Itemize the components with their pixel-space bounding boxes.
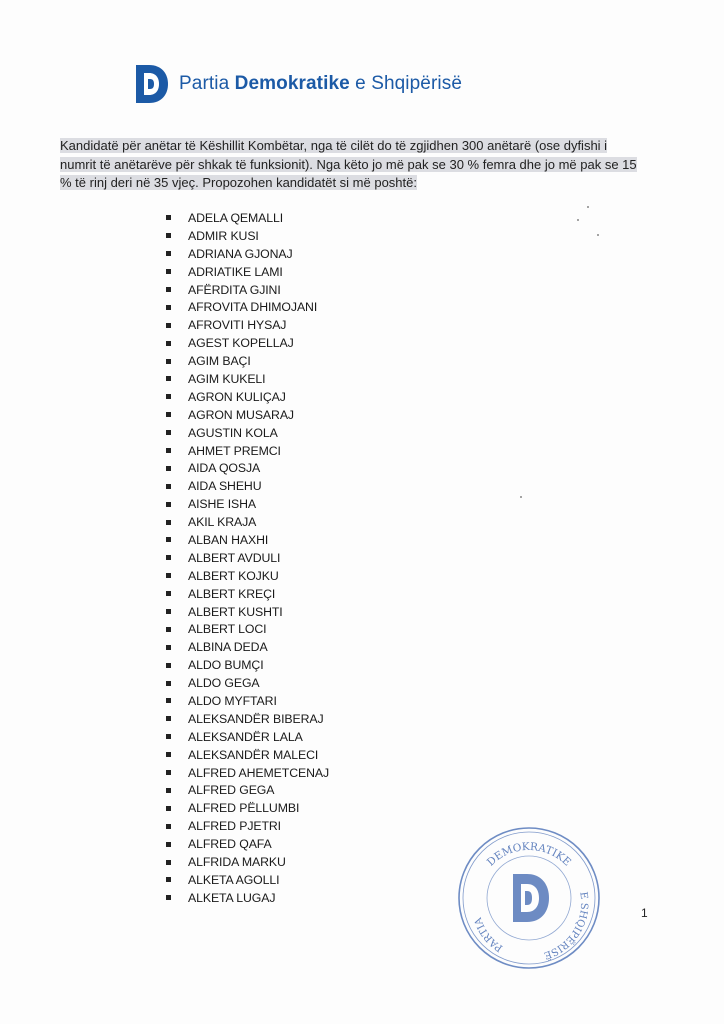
bullet-icon bbox=[166, 895, 171, 900]
bullet-icon bbox=[166, 537, 171, 542]
bullet-icon bbox=[166, 788, 171, 793]
candidate-name: ALBERT KREÇI bbox=[188, 586, 276, 601]
list-item bbox=[166, 316, 329, 334]
candidate-name: ALBERT KUSHTI bbox=[188, 604, 283, 619]
svg-text:PARTIA: PARTIA bbox=[472, 915, 505, 954]
list-item bbox=[166, 674, 329, 692]
list-item bbox=[166, 531, 329, 549]
list-item bbox=[166, 746, 329, 764]
bullet-icon bbox=[166, 573, 171, 578]
list-item bbox=[166, 352, 329, 370]
candidate-list bbox=[166, 209, 329, 907]
list-item bbox=[166, 603, 329, 621]
candidate-name: ADELA QEMALLI bbox=[188, 210, 284, 225]
list-item bbox=[166, 334, 329, 352]
bullet-icon bbox=[166, 359, 171, 364]
candidate-name: ALFRED PËLLUMBI bbox=[188, 801, 300, 816]
candidate-name: ALKETA AGOLLI bbox=[188, 872, 280, 887]
page-number: 1 bbox=[641, 906, 648, 920]
bullet-icon bbox=[166, 806, 171, 811]
intro-line-2: numrit të anëtarëve për shkak të funksionit). Nga këto jo më pak se 30 % femra dhe jo më pak se 15 bbox=[60, 156, 637, 172]
scan-speck bbox=[587, 206, 589, 208]
intro-line-1: Kandidatë për anëtar të Këshillit Kombëtar, nga të cilët do të zgjidhen 300 anëtarë (ose dyfishi i bbox=[60, 138, 608, 153]
list-item bbox=[166, 281, 329, 299]
bullet-icon bbox=[166, 269, 171, 274]
list-item bbox=[166, 298, 329, 316]
bullet-icon bbox=[166, 555, 171, 560]
list-item bbox=[166, 871, 329, 889]
candidate-name: AKIL KRAJA bbox=[188, 515, 257, 530]
bullet-icon bbox=[166, 645, 171, 650]
svg-text:DEMOKRATIKE: DEMOKRATIKE bbox=[484, 840, 574, 869]
list-item bbox=[166, 710, 329, 728]
candidate-name: AFROVITI HYSAJ bbox=[188, 318, 287, 333]
scan-speck bbox=[597, 234, 599, 236]
bullet-icon bbox=[166, 251, 171, 256]
bullet-icon bbox=[166, 484, 171, 489]
list-item bbox=[166, 263, 329, 281]
candidate-name: ALBERT LOCI bbox=[188, 622, 267, 637]
bullet-icon bbox=[166, 341, 171, 346]
list-item bbox=[166, 227, 329, 245]
bullet-icon bbox=[166, 502, 171, 507]
candidate-name: AISHE ISHA bbox=[188, 497, 257, 512]
bullet-icon bbox=[166, 394, 171, 399]
list-item bbox=[166, 513, 329, 531]
list-item bbox=[166, 782, 329, 800]
candidate-name: ADRIANA GJONAJ bbox=[188, 246, 293, 261]
bullet-icon bbox=[166, 287, 171, 292]
candidate-name: ADMIR KUSI bbox=[188, 228, 259, 243]
list-item bbox=[166, 638, 329, 656]
bullet-icon bbox=[166, 233, 171, 238]
candidate-name: ALBINA DEDA bbox=[188, 640, 268, 655]
brand-name: Partia Demokratike e Shqipërisë bbox=[179, 73, 462, 94]
candidate-name: ALFRED PJETRI bbox=[188, 819, 281, 834]
official-seal-stamp-icon bbox=[455, 824, 603, 972]
candidate-name: AGIM KUKELI bbox=[188, 371, 266, 386]
list-item bbox=[166, 388, 329, 406]
list-item bbox=[166, 477, 329, 495]
bullet-icon bbox=[166, 466, 171, 471]
candidate-name: ALEKSANDËR MALECI bbox=[188, 747, 319, 762]
candidate-name: AIDA SHEHU bbox=[188, 479, 262, 494]
bullet-icon bbox=[166, 305, 171, 310]
candidate-name: ALKETA LUGAJ bbox=[188, 890, 276, 905]
candidate-name: ALFRED GEGA bbox=[188, 783, 275, 798]
pd-d-logo-icon bbox=[133, 63, 169, 105]
list-item bbox=[166, 656, 329, 674]
intro-line-3: % të rinj deri në 35 vjeç. Propozohen kandidatët si më poshtë: bbox=[60, 175, 417, 190]
candidate-name: AGRON MUSARAJ bbox=[188, 407, 294, 422]
candidate-name: AGIM BAÇI bbox=[188, 354, 251, 369]
bullet-icon bbox=[166, 215, 171, 220]
bullet-icon bbox=[166, 412, 171, 417]
list-item bbox=[166, 245, 329, 263]
candidate-name: AIDA QOSJA bbox=[188, 461, 261, 476]
candidate-name: ALEKSANDËR BIBERAJ bbox=[188, 711, 324, 726]
candidate-name: ALFRIDA MARKU bbox=[188, 855, 286, 869]
bullet-icon bbox=[166, 824, 171, 829]
candidate-name: ALEKSANDËR LALA bbox=[188, 729, 303, 744]
list-item bbox=[166, 799, 329, 817]
bullet-icon bbox=[166, 520, 171, 525]
candidate-name: AFROVITA DHIMOJANI bbox=[188, 300, 318, 315]
candidate-name: ALFRED QAFA bbox=[188, 837, 272, 852]
list-item bbox=[166, 692, 329, 710]
svg-text:E SHQIPËRISË: E SHQIPËRISË bbox=[542, 891, 590, 961]
scan-speck bbox=[577, 219, 579, 221]
bullet-icon bbox=[166, 448, 171, 453]
bullet-icon bbox=[166, 376, 171, 381]
list-item bbox=[166, 853, 329, 871]
list-item bbox=[166, 406, 329, 424]
bullet-icon bbox=[166, 681, 171, 686]
list-item bbox=[166, 585, 329, 603]
list-item bbox=[166, 209, 329, 227]
bullet-icon bbox=[166, 716, 171, 721]
candidate-name: ALDO MYFTARI bbox=[188, 693, 277, 708]
candidate-name: AFËRDITA GJINI bbox=[188, 282, 281, 297]
scan-speck bbox=[520, 496, 522, 498]
bullet-icon bbox=[166, 860, 171, 865]
bullet-icon bbox=[166, 323, 171, 328]
candidate-name: AHMET PREMCI bbox=[188, 443, 281, 458]
list-item bbox=[166, 567, 329, 585]
bullet-icon bbox=[166, 770, 171, 775]
list-item bbox=[166, 424, 329, 442]
list-item bbox=[166, 764, 329, 782]
candidate-name: AGUSTIN KOLA bbox=[188, 425, 278, 440]
candidate-name: ALBERT KOJKU bbox=[188, 568, 279, 583]
bullet-icon bbox=[166, 734, 171, 739]
candidate-name: ALFRED AHEMETCENAJ bbox=[188, 765, 330, 780]
bullet-icon bbox=[166, 591, 171, 596]
bullet-icon bbox=[166, 877, 171, 882]
list-item bbox=[166, 620, 329, 638]
list-item bbox=[166, 370, 329, 388]
bullet-icon bbox=[166, 609, 171, 614]
candidate-name: ADRIATIKE LAMI bbox=[188, 264, 283, 279]
candidate-name: ALBERT AVDULI bbox=[188, 550, 281, 565]
bullet-icon bbox=[166, 698, 171, 703]
list-item bbox=[166, 889, 329, 907]
bullet-icon bbox=[166, 842, 171, 847]
list-item bbox=[166, 442, 329, 460]
list-item bbox=[166, 835, 329, 853]
bullet-icon bbox=[166, 627, 171, 632]
candidate-name: ALDO GEGA bbox=[188, 676, 260, 691]
list-item bbox=[166, 459, 329, 477]
candidate-name: AGRON KULIÇAJ bbox=[188, 389, 286, 404]
list-item bbox=[166, 549, 329, 567]
candidate-name: AGEST KOPELLAJ bbox=[188, 336, 294, 351]
letterhead bbox=[133, 62, 462, 106]
bullet-icon bbox=[166, 663, 171, 668]
list-item bbox=[166, 728, 329, 746]
bullet-icon bbox=[166, 430, 171, 435]
list-item bbox=[166, 495, 329, 513]
intro-paragraph bbox=[60, 137, 660, 193]
candidate-name: ALBAN HAXHI bbox=[188, 532, 269, 547]
list-item bbox=[166, 817, 329, 835]
bullet-icon bbox=[166, 752, 171, 757]
candidate-name: ALDO BUMÇI bbox=[188, 658, 264, 673]
